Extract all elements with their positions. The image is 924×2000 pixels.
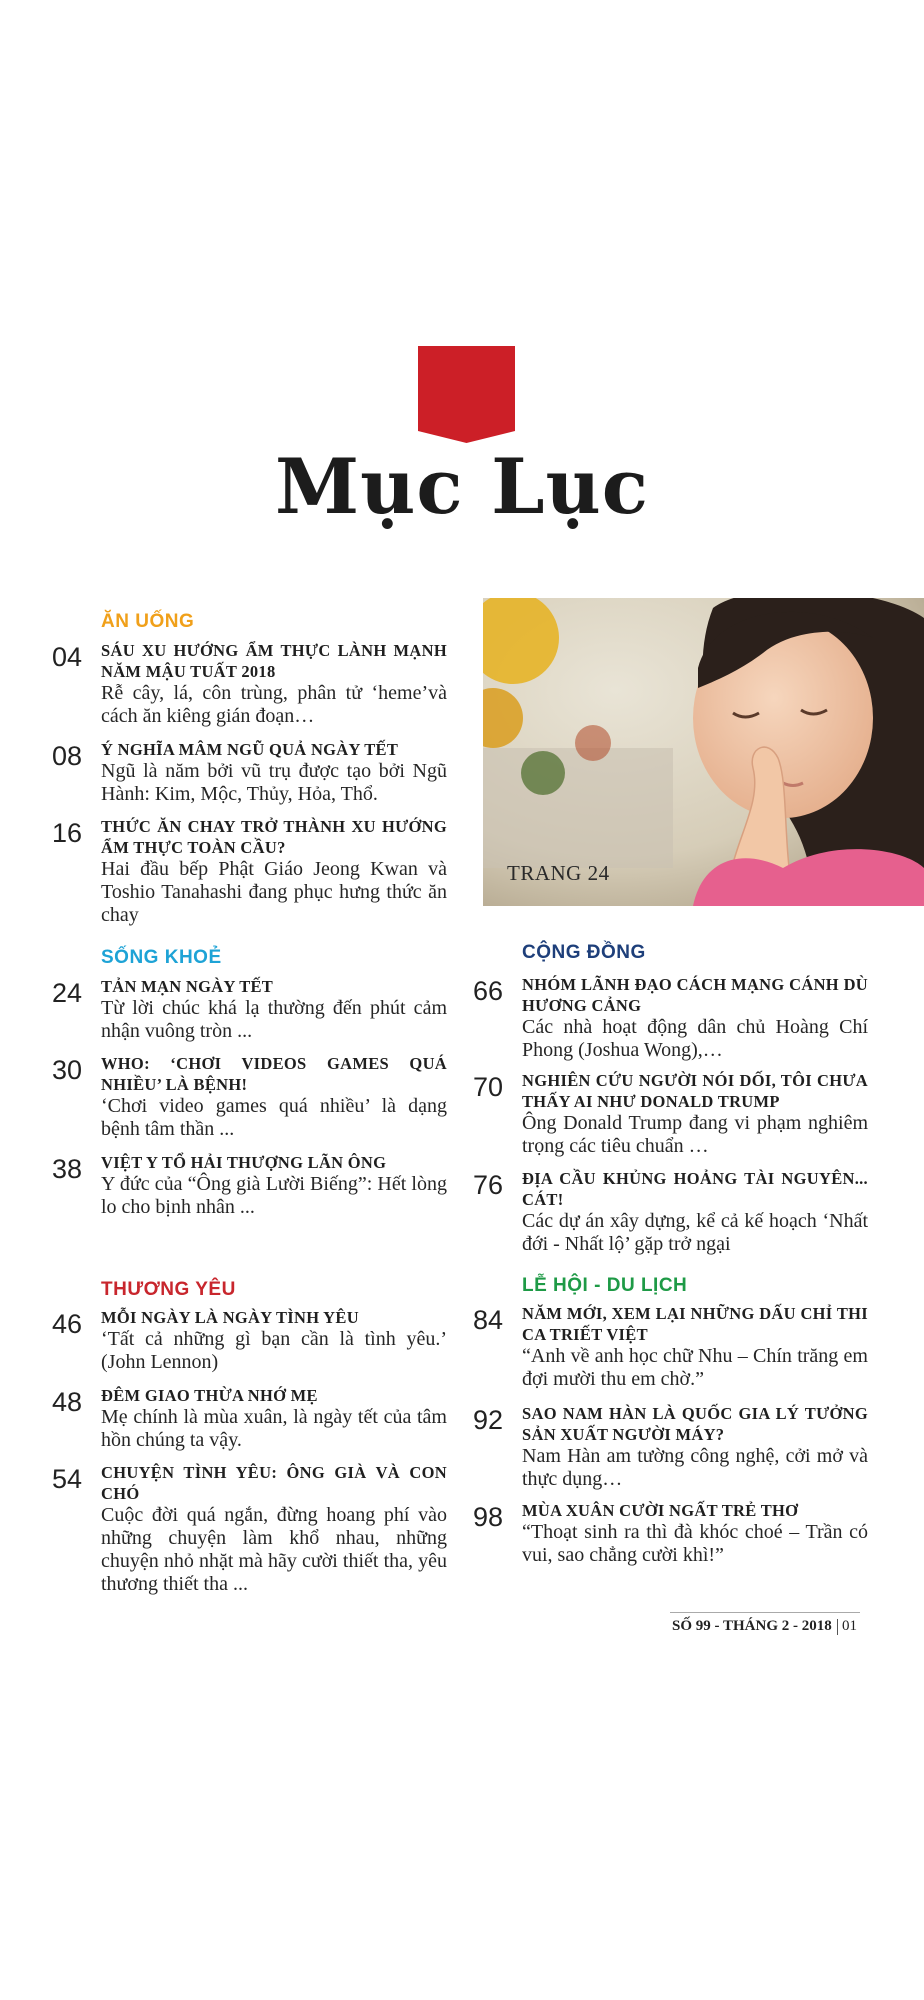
- page-number: 66: [473, 976, 504, 1006]
- entry-title: MỖI NGÀY LÀ NGÀY TÌNH YÊU: [101, 1308, 359, 1327]
- toc-entry[interactable]: [52, 1462, 447, 1596]
- entry-title: NHÓM LÃNH ĐẠO CÁCH MẠNG CÁNH DÙ HƯƠNG CẢNG: [522, 975, 868, 1015]
- entry-title: NGHIÊN CỨU NGƯỜI NÓI DỐI, TÔI CHƯA THẤY AI NHƯ DONALD TRUMP: [522, 1071, 868, 1111]
- entry-title: Ý NGHĨA MÂM NGŨ QUẢ NGÀY TẾT: [101, 740, 399, 759]
- entry-desc: Hai đầu bếp Phật Giáo Jeong Kwan và Toshio Tanahashi đang phục hưng thức ăn chay: [101, 858, 447, 926]
- page-number: 54: [52, 1464, 83, 1494]
- entry-desc: Từ lời chúc khá lạ thường đến phút cảm nhận vuông tròn ...: [101, 997, 447, 1042]
- entry-desc: Ngũ là năm bởi vũ trụ được tạo bởi Ngũ Hành: Kim, Mộc, Thủy, Hỏa, Thổ.: [101, 760, 447, 805]
- toc-entry[interactable]: [473, 1303, 868, 1391]
- toc-entry[interactable]: [52, 1307, 447, 1374]
- footer-divider: [837, 1619, 838, 1635]
- toc-entry[interactable]: [473, 974, 868, 1062]
- praying-child-illustration: [483, 598, 924, 906]
- section-title-song-khoe: SỐNG KHOẺ: [101, 947, 222, 968]
- toc-entry[interactable]: [473, 1403, 868, 1491]
- section-title-le-hoi: LỄ HỘI - DU LỊCH: [522, 1275, 688, 1296]
- page-number: 48: [52, 1387, 83, 1417]
- page-number: 04: [52, 642, 83, 672]
- section-title-an-uong: ĂN UỐNG: [101, 611, 195, 632]
- toc-entry[interactable]: [52, 976, 447, 1043]
- entry-desc: “Anh về anh học chữ Nhu – Chín trăng em đợi mười thu em chờ.”: [522, 1345, 868, 1390]
- photo-page-label: TRANG 24: [507, 861, 610, 885]
- entry-title: CHUYỆN TÌNH YÊU: ÔNG GIÀ VÀ CON CHÓ: [101, 1463, 447, 1503]
- page-title: Mục Lục: [274, 442, 650, 531]
- toc-entry[interactable]: [473, 1168, 868, 1256]
- toc-entry[interactable]: [473, 1070, 868, 1158]
- page-number: 84: [473, 1305, 504, 1335]
- toc-entry[interactable]: [52, 640, 447, 728]
- entry-title: WHO: ‘CHƠI VIDEOS GAMES QUÁ NHIỀU’ LÀ BỆNH!: [101, 1054, 447, 1094]
- toc-entry[interactable]: [473, 1500, 868, 1567]
- issue-info: SỐ 99 - THÁNG 2 - 2018: [672, 1618, 832, 1634]
- page-number: 76: [473, 1170, 504, 1200]
- entry-title: MÙA XUÂN CƯỜI NGẤT TRẺ THƠ: [522, 1501, 799, 1520]
- toc-entry[interactable]: [52, 739, 447, 806]
- entry-desc: Các nhà hoạt động dân chủ Hoàng Chí Phong (Joshua Wong),…: [522, 1016, 868, 1061]
- entry-desc: Y đức của “Ông già Lười Biếng”: Hết lòng lo cho bịnh nhân ...: [101, 1173, 447, 1218]
- entry-desc: Các dự án xây dựng, kể cả kế hoạch ‘Nhất đới - Nhất lộ’ gặp trở ngại: [522, 1210, 868, 1255]
- entry-desc: Mẹ chính là mùa xuân, là ngày tết của tâm hồn chúng ta vậy.: [101, 1406, 447, 1451]
- section-title-thuong-yeu: THƯƠNG YÊU: [101, 1279, 236, 1300]
- entry-title: VIỆT Y TỔ HẢI THƯỢNG LÃN ÔNG: [101, 1153, 387, 1172]
- entry-desc: Ông Donald Trump đang vi phạm nghiêm trọng các tiêu chuẩn …: [522, 1112, 868, 1157]
- page-number: 30: [52, 1055, 83, 1085]
- entry-title: ĐÊM GIAO THỪA NHỚ MẸ: [101, 1386, 318, 1405]
- toc-entry[interactable]: [52, 1152, 447, 1219]
- page-number: 24: [52, 978, 83, 1008]
- section-title-cong-dong: CỘNG ĐỒNG: [522, 942, 646, 963]
- toc-entry[interactable]: [52, 816, 447, 927]
- entry-title: ĐỊA CẦU KHỦNG HOẢNG TÀI NGUYÊN... CÁT!: [522, 1169, 868, 1209]
- entry-desc: Rễ cây, lá, côn trùng, phân tử ‘heme’và cách ăn kiêng gián đoạn…: [101, 682, 447, 727]
- entry-title: THỨC ĂN CHAY TRỞ THÀNH XU HƯỚNG ẨM THỰC TOÀN CẦU?: [101, 817, 447, 857]
- entry-desc: “Thoạt sinh ra thì đà khóc choé – Trần có vui, sao chẳng cười khì!”: [522, 1521, 868, 1566]
- page-number-footer: 01: [842, 1618, 857, 1634]
- entry-title: SAO NAM HÀN LÀ QUỐC GIA LÝ TƯỞNG SẢN XUẤT NGƯỜI MÁY?: [522, 1404, 868, 1444]
- entry-desc: Nam Hàn am tường công nghệ, cởi mở và thực dụng…: [522, 1445, 868, 1490]
- page-number: 38: [52, 1154, 83, 1184]
- page-number: 46: [52, 1309, 83, 1339]
- page-number: 16: [52, 818, 83, 848]
- page-footer: [670, 1612, 860, 1639]
- bookmark-ribbon: [418, 346, 515, 443]
- entry-title: NĂM MỚI, XEM LẠI NHỮNG DẤU CHỈ THI CA TRIẾT VIỆT: [522, 1304, 868, 1344]
- entry-title: TẢN MẠN NGÀY TẾT: [101, 977, 274, 996]
- page-number: 08: [52, 741, 83, 771]
- toc-entry[interactable]: [52, 1385, 447, 1452]
- page-number: 70: [473, 1072, 504, 1102]
- page-number: 92: [473, 1405, 504, 1435]
- entry-title: SÁU XU HƯỚNG ẨM THỰC LÀNH MẠNH NĂM MẬU TUẤT 2018: [101, 641, 447, 681]
- entry-desc: Cuộc đời quá ngắn, đừng hoang phí vào những chuyện làm khổ nhau, những chuyện nhỏ nhặt mà hãy cười thiết tha, yêu thương thiết tha ...: [101, 1504, 447, 1595]
- entry-desc: ‘Chơi video games quá nhiều’ là dạng bệnh tâm thần ...: [101, 1095, 447, 1140]
- entry-desc: ‘Tất cả những gì bạn cần là tình yêu.’ (John Lennon): [101, 1328, 447, 1373]
- toc-entry[interactable]: [52, 1053, 447, 1141]
- page-number: 98: [473, 1502, 504, 1532]
- feature-photo[interactable]: [483, 598, 924, 906]
